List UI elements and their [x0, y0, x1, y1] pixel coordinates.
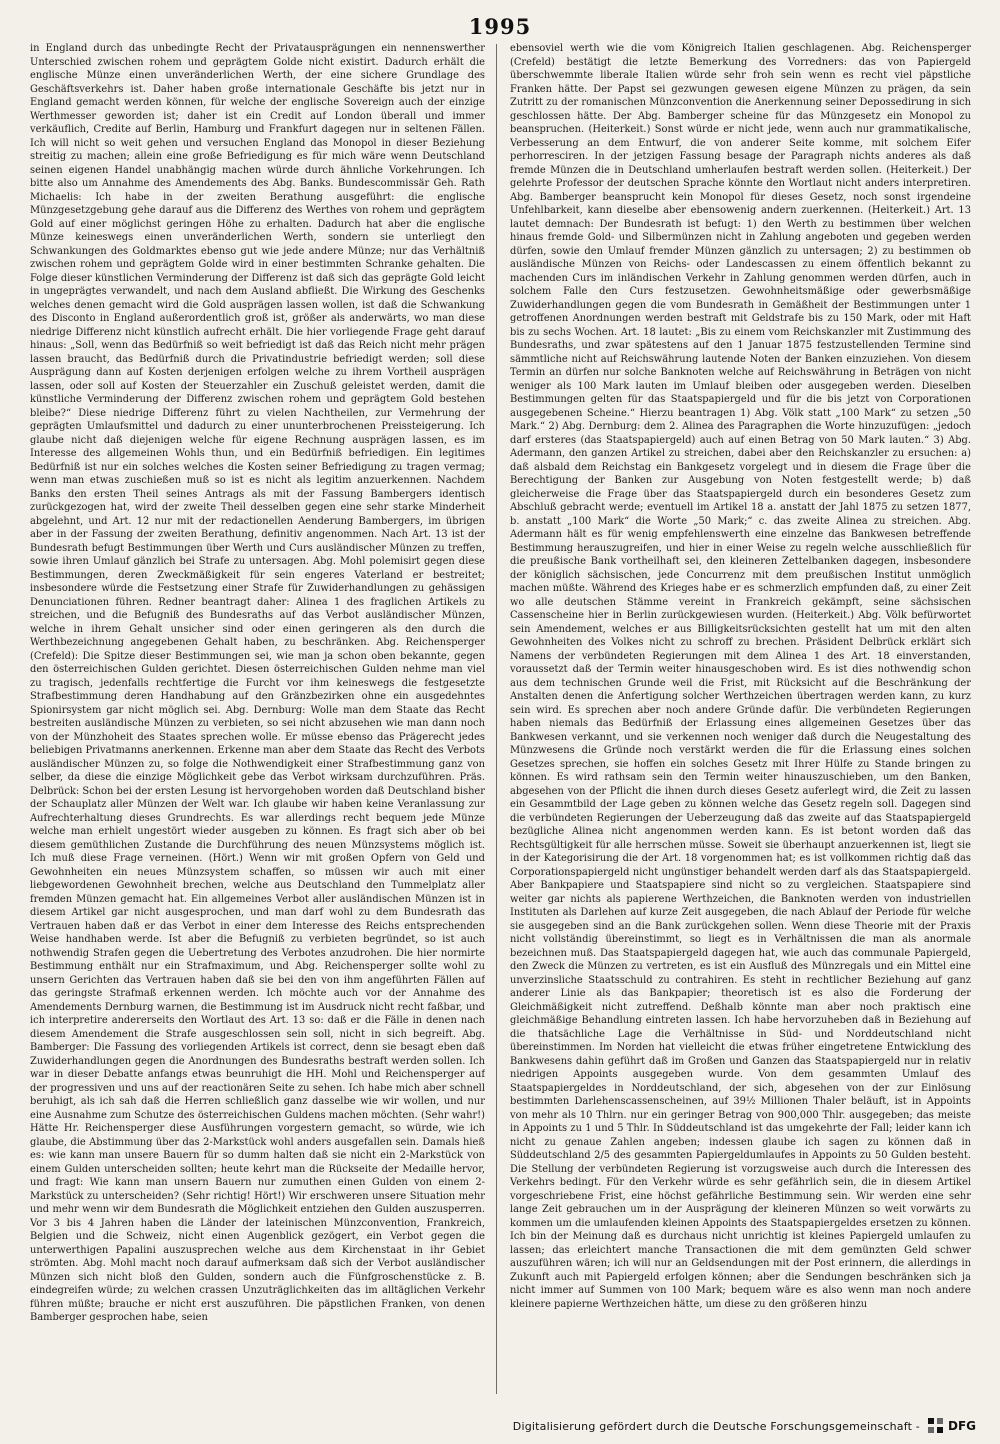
- dfg-logo: [928, 1418, 976, 1434]
- column-divider: [496, 44, 497, 1394]
- page-number: 1995: [468, 14, 532, 39]
- dfg-logo-text: DFG: [947, 1419, 976, 1433]
- footer: [513, 1418, 976, 1434]
- left-column-text: in England durch das unbedingte Recht der Privatausprägungen ein nennenswerther Unterschied zwischen rohem und geprägtem Golde nicht existirt. Dadurch erhält die englische Münze einen unveränderlichen Werth, der eine sichere Grundlage des Geschäftsverkehrs ist. Daher haben große internationale Geschäfte bis jetzt nur in England gemacht werden können, für welche der englische Sovereign auch der einzige Werthmesser geworden ist; daher ist ein Credit auf London überall und immer verkäuflich, Credite auf Berlin, Hamburg und Frankfurt dagegen nur in seltenen Fällen. Ich will nicht so weit gehen und versuchen England das Monopol in dieser Beziehung streitig zu machen; allein eine große Befriedigung es für mich wäre wenn Deutschland seinen eigenen Handel unabhängig machen würde durch ähnliche Vorkehrungen. Ich bitte also um Annahme des Amendements des Abg. Banks. Bundescommissär Geh. Rath Michaelis: Ich habe in der zweiten Berathung ausgeführt: die englische Münzgesetzgebung gehe darauf aus die Differenz des Werthes von rohem und geprägtem Gold auf einer möglichst geringen Höhe zu erhalten. Dadurch hat aber die englische Münze keineswegs einen unveränderlichen Werth, sondern sie unterliegt den Schwankungen des Goldmarktes ebenso gut wie jede andere Münze; nur das Verhältniß zwischen rohem und geprägtem Golde wird in einer bestimmten Schranke gehalten. Die Folge dieser künstlichen Verminderung der Differenz ist daß sich das geprägte Gold leicht in ungeprägtes verwandelt, und nach dem Ausland abfließt. Die Wirkung des Geschenks welches denen gemacht wird die Gold ausprägen lassen wollen, ist daß die Schwankung des Disconto in England außerordentlich groß ist, größer als anderwärts, wo man diese niedrige Differenz nicht künstlich aufrecht erhält. Die hier vorliegende Frage geht darauf hinaus: „Soll, wenn das Bedürfniß so weit befriedigt ist daß das Reich nicht mehr prägen lassen braucht, das Bedürfniß durch die Privatindustrie befriedigt werden; soll diese Ausprägung dann auf Kosten derjenigen erfolgen welche zu ihrem Vortheil ausprägen lassen, oder soll auf Kosten der Steuerzahler ein Zuschuß geleistet werden, damit die künstliche Verminderung der Differenz zwischen rohem und geprägtem Gold bestehen bleibe?“ Diese niedrige Differenz führt zu vielen Nachtheilen, zur Vermehrung der geprägten Umlaufsmittel und dadurch zu einer ununterbrochenen Preissteigerung. Ich glaube nicht daß diejenigen welche für eigene Rechnung ausprägen lassen, es im Interesse des allgemeinen Wohls thun, und ein Bedürfniß befriedigen. Ein legitimes Bedürfniß ist nur ein solches welches die Kosten seiner Befriedigung zu tragen vermag; wenn man etwas zuschießen muß so ist es nicht als legitim anzuerkennen. Nachdem Banks den ersten Theil seines Antrags als mit der Fassung Bambergers identisch zurückgezogen hat, wird der zweite Theil desselben gegen eine sehr starke Minderheit abgelehnt, und Art. 12 nur mit der redactionellen Aenderung Bambergers, im übrigen aber in der Fassung der zweiten Berathung, definitiv angenommen. Nach Art. 13 ist der Bundesrath befugt Bestimmungen über Werth und Curs ausländischer Münzen zu treffen, sowie ihren Umlauf gänzlich bei Strafe zu untersagen. Abg. Mohl polemisirt gegen diese Bestimmungen, deren Zweckmäßigkeit für sein engeres Vaterland er bestreitet; insbesondere würde die Festsetzung einer Strafe für Zuwiderhandlungen zu gehässigen Denunciationen führen. Redner beantragt daher: Alinea 1 des fraglichen Artikels zu streichen, und die Befugniß des Bundesraths auf das Verbot ausländischer Münzen, welche in ihrem Gehalt unsicher sind oder einen geringeren als den durch die Werthbezeichnung angegebenen Gehalt haben, zu beschränken. Abg. Reichensperger (Crefeld): Die Spitze dieser Bestimmungen sei, wie man ja schon oben bekannte, gegen den österreichischen Gulden gerichtet. Diesen österreichischen Gulden nehme man viel zu tragisch, jedenfalls rechtfertige die Furcht vor ihm keineswegs die festgesetzte Strafbestimmung deren Handhabung auf den Gränzbezirken ohne ein ausgedehntes Spionirsystem gar nicht möglich sei. Abg. Dernburg: Wolle man dem Staate das Recht bestreiten ausländische Münzen zu verbieten, so sei nicht abzusehen wie man dann noch von der Münzhoheit des Staates sprechen wolle. Er müsse ebenso das Prägerecht jedes beliebigen Privatmanns anerkennen. Erkenne man aber dem Staate das Recht des Verbots ausländischer Münzen zu, so folge die Nothwendigkeit einer Strafbestimmung ganz von selber, da diese die einzige Möglichkeit gebe das Verbot wirksam durchzuführen. Präs. Delbrück: Schon bei der ersten Lesung ist hervorgehoben worden daß Deutschland bisher der Schauplatz aller Münzen der Welt war. Ich glaube wir haben keine Veranlassung zur Aufrechterhaltung dieses Grundrechts. Es war allerdings recht bequem jede Münze welche man erhielt ungestört wieder ausgeben zu können. Es fragt sich aber ob bei diesem gemüthlichen Zustande die Durchführung des neuen Münzsystems möglich ist. Ich muß diese Frage verneinen. (Hört.) Wenn wir mit großen Opfern von Geld und Gewohnheiten ein neues Münzsystem schaffen, so müssen wir auch mit einer liebgewordenen Gewohnheit brechen, welche aus Deutschland den Tummelplatz aller fremden Münzen gemacht hat. Ein allgemeines Verbot aller ausländischen Münzen ist in diesem Artikel gar nicht ausgesprochen, und man darf wohl zu dem Bundesrath das Vertrauen haben daß er das Verbot in einer dem Interesse des Reichs entsprechenden Weise handhaben werde. Ist aber die Befugniß zu verbieten begründet, so ist auch nothwendig Strafen gegen die Uebertretung des Verbotes anzudrohen. Die hier normirte Bestimmung enthält nur ein Strafmaximum, und Abg. Reichensperger sollte wohl zu unsern Gerichten das Vertrauen haben daß sie bei den von ihm angeführten Fällen auf das geringste Strafmaß erkennen werden. Ich möchte auch vor der Annahme des Amendements Dernburg warnen, die Bestimmung ist im Ausdruck nicht recht faßbar, und ich interpretire andererseits den Wortlaut des Art. 13 so: daß er die Fälle in denen nach diesem Amendement die Strafe ausgeschlossen sein soll, nicht in sich begreift. Abg. Bamberger: Die Fassung des vorliegenden Artikels ist correct, denn sie besagt eben daß Zuwiderhandlungen gegen die Anordnungen des Bundesraths bestraft werden sollen. Ich war in dieser Debatte anfangs etwas beunruhigt die HH. Mohl und Reichensperger auf der progressiven und uns auf der reactionären Seite zu sehen. Ich habe mich aber schnell beruhigt, als ich sah daß die Herren schließlich ganz dasselbe wie wir wollen, und nur eine Ausnahme zum Schutze des österreichischen Guldens machen möchten. (Sehr wahr!) Hätte Hr. Reichensperger diese Ausführungen vorgestern gemacht, so würde, wie ich glaube, die Abstimmung über das 2-Markstück wohl anders ausgefallen sein. Damals hieß es: wie kann man unsere Bauern für so dumm halten daß sie nicht ein 2-Markstück von einem Gulden unterscheiden sollten; heute kehrt man die Rückseite der Medaille hervor, und fragt: Wie kann man unsern Bauern nur zumuthen einen Gulden von einem 2-Markstück zu unterscheiden? (Sehr richtig! Hört!) Wir erschweren unsere Situation mehr und mehr wenn wir dem Bundesrath die Möglichkeit entziehen den Gulden auszusperren. Vor 3 bis 4 Jahren haben die Länder der lateinischen Münzconvention, Frankreich, Belgien und die Schweiz, nicht einen Augenblick gezögert, ein Verbot gegen die unterwerthigen Papalini auszusprechen welche aus dem Kirchenstaat in ihr Gebiet strömten. Abg. Mohl macht noch darauf aufmerksam daß sich der Verbot ausländischer Münzen sich nicht bloß den Gulden, sondern auch die Fünfgroschenstücke z. B. eindegreifen würde; zu welchen crassen Unzuträglichkeiten das im alltäglichen Verkehr führen müßte; brauche er nicht erst auszuführen. Die päpstlichen Franken, von denen Bamberger gesprochen habe, seien: [30, 43, 485, 1323]
- left-text-column: [30, 42, 485, 1398]
- footer-credit: Digitalisierung gefördert durch die Deutsche Forschungsgemeinschaft -: [512, 1419, 920, 1433]
- right-column-text: ebensoviel werth wie die vom Königreich Italien geschlagenen. Abg. Reichensperger (Crefeld) bestätigt die letzte Bemerkung des Vorredners: das von Papiergeld überschwemmte liberale Italien würde sehr froh sein wenn es recht viel päpstliche Franken hätte. Der Papst sei gezwungen gewesen eigene Münzen zu prägen, da sein Zutritt zu der romanischen Münzconvention die Anerkennung seiner Depossedirung in sich geschlossen hätte. Der Abg. Bamberger scheine für das Münzgesetz ein Monopol zu beanspruchen. (Heiterkeit.) Sonst würde er nicht jede, wenn auch nur grammatikalische, Verbesserung an dem Entwurf, die von anderer Seite komme, mit solchem Eifer perhorresciren. In der jetzigen Fassung besage der Paragraph nichts anderes als daß fremde Münzen die in Deutschland umherlaufen bestraft werden sollen. (Heiterkeit.) Der gelehrte Professor der deutschen Sprache könnte den Wortlaut nicht anders interpretiren. Abg. Bamberger beansprucht kein Monopol für dieses Gesetz, noch sonst irgendeine Unfehlbarkeit, kann dieselbe aber ebensowenig andern zuerkennen. (Heiterkeit.) Art. 13 lautet demnach: Der Bundesrath ist befugt: 1) den Werth zu bestimmen über welchen hinaus fremde Gold- und Silbermünzen nicht in Zahlung angeboten und gegeben werden dürfen, sowie den Umlauf fremder Münzen gänzlich zu untersagen; 2) zu bestimmen ob ausländische Münzen von Reichs- oder Landescassen zu einem öffentlich bekannt zu machenden Curs im inländischen Verkehr in Zahlung genommen werden dürfen, auch in solchem Falle den Curs festzusetzen. Gewohnheitsmäßige oder gewerbsmäßige Zuwiderhandlungen gegen die vom Bundesrath in Gemäßheit der Bestimmungen unter 1 getroffenen Anordnungen werden bestraft mit Geldstrafe bis zu 150 Mark, oder mit Haft bis zu sechs Wochen. Art. 18 lautet: „Bis zu einem vom Reichskanzler mit Zustimmung des Bundesraths, und zwar spätestens auf den 1 Januar 1875 festzustellenden Termine sind sämmtliche nicht auf Reichswährung lautende Noten der Banken einzuziehen. Von diesem Termin an dürfen nur solche Banknoten welche auf Reichswährung in Beträgen von nicht weniger als 100 Mark lauten im Umlauf bleiben oder ausgegeben werden. Dieselben Bestimmungen gelten für das Staatspapiergeld und für die bis jetzt von Corporationen ausgegebenen Scheine.“ Hierzu beantragen 1) Abg. Völk statt „100 Mark“ zu setzen „50 Mark.“ 2) Abg. Dernburg: dem 2. Alinea des Paragraphen die Worte hinzuzufügen: „jedoch darf ersteres (das Staatspapiergeld) auch auf einen Betrag von 50 Mark lauten.“ 3) Abg. Adermann, den ganzen Artikel zu streichen, dabei aber den Reichskanzler zu ersuchen: a) daß alsbald dem Reichstag ein Bankgesetz vorgelegt und in diesem die Frage über die Berechtigung der Banken zur Ausgebung von Noten festgestellt werde; b) daß gleicherweise die Frage über das Staatspapiergeld durch ein besonderes Gesetz zum Abschluß gebracht werde; eventuell im Artikel 18 a. anstatt der Jahl 1875 zu setzen 1877, b. anstatt „100 Mark“ die Worte „50 Mark;“ c. das zweite Alinea zu streichen. Abg. Adermann hält es für wenig empfehlenswerth eine einzelne das Bankwesen betreffende Bestimmung herauszugreifen, und hier in einer Weise zu regeln welche ausschließlich für die preußische Bank vortheilhaft sei, den kleineren Zettelbanken dagegen, insbesondere der königlich sächsischen, jede Concurrenz mit dem preußischen Institut unmöglich machen müßte. Während des Krieges habe er es schmerzlich empfunden daß, zu einer Zeit wo alle deutschen Stämme vereint in Frankreich gekämpft, seine sächsischen Cassenscheine hier in Berlin zurückgewiesen wurden. (Heiterkeit.) Abg. Völk befürwortet sein Amendement, welches er aus Billigkeitsrücksichten gestellt hat um mit den alten Gewohnheiten des Volkes nicht zu schroff zu brechen. Präsident Delbrück erklärt sich Namens der verbündeten Regierungen mit dem Alinea 1 des Art. 18 einverstanden, voraussetzt daß der Termin weiter hinausgeschoben wird. Es ist dies nothwendig schon aus dem technischen Grunde weil die Frist, mit Rücksicht auf die Beschränkung der Anstalten denen die Anfertigung solcher Werthzeichen übertragen werden kann, zu kurz sein wird. Es sprechen aber noch andere Gründe dafür. Die verbündeten Regierungen haben niemals das Bedürfniß der Erlassung eines allgemeinen Gesetzes über das Bankwesen verkannt, und sie verkennen noch weniger daß durch die Neugestaltung des Münzwesens die Gründe noch verstärkt werden die für die Erlassung eines solchen Gesetzes sprechen, sie hoffen ein solches Gesetz mit Ihrer Hülfe zu Stande bringen zu können. Es wird rathsam sein den Termin weiter hinauszuschieben, um den Banken, abgesehen von der Pflicht die ihnen durch dieses Gesetz auferlegt wird, die Zeit zu lassen ein Gesammtbild der Lage geben zu können welche das Gesetz regeln soll. Dagegen sind die verbündeten Regierungen der Ueberzeugung daß das zweite auf das Staatspapiergeld bezügliche Alinea nicht angenommen werden kann. Es ist betont worden daß das Rechtsgültigkeit für alle herrschen müsse. Soweit sie überhaupt anzuerkennen ist, liegt sie in der Kategorisirung die der Art. 18 vorgenommen hat; es ist vollkommen richtig daß das Corporationspapiergeld nicht ungünstiger behandelt werden darf als das Staatspapiergeld. Aber Bankpapiere und Staatspapiere sind nicht so zu vergleichen. Staatspapiere sind weiter gar nichts als papierene Werthzeichen, die Banknoten werden von industriellen Instituten als Darlehen auf kurze Zeit ausgegeben, die nach Ablauf der Periode für welche sie ausgegeben sind an die Bank zurückgehen sollen. Wenn diese Theorie mit der Praxis nicht vollständig übereinstimmt, so liegt es in Verhältnissen die man als anormale bezeichnen muß. Das Staatspapiergeld dagegen hat, wie auch das communale Papiergeld, den Zweck die Münzen zu vertreten, es ist ein Ausfluß des Münzregals und ein Mittel eine unverzinsliche Staatsschuld zu contrahiren. Es steht in rechtlicher Beziehung auf ganz anderer Linie als das Bankpapier; theoretisch ist es also die Forderung der Gleichmäßigkeit nicht zutreffend. Deßhalb könnte man aber noch praktisch eine gleichmäßige Behandlung eintreten lassen. Ich habe hervorzuheben daß in Beziehung auf die thatsächliche Lage die Verhältnisse in Süd- und Norddeutschland nicht übereinstimmen. Im Norden hat vielleicht die etwas früher eingetretene Entwicklung des Bankwesens dahin geführt daß im Großen und Ganzen das Staatspapiergeld nur in relativ niedrigen Appoints ausgegeben wurde. Von dem gesammten Umlauf des Staatspapiergeldes in Norddeutschland, der sich, abgesehen von der zur Einlösung bestimmten Darlehenscassenscheinen, auf 39½ Millionen Thaler beläuft, ist in Appoints von mehr als 10 Thlrn. nur ein geringer Betrag von 900,000 Thlr. ausgegeben; das meiste in Appoints zu 1 und 5 Thlr. In Süddeutschland ist das umgekehrte der Fall; leider kann ich nicht zu genaue Zahlen angeben; indessen glaube ich sagen zu können daß in Süddeutschland 2/5 des gesammten Papiergeldumlaufes in Appoints zu 50 Gulden besteht. Die Stellung der verbündeten Regierung ist vorzugsweise auch durch die Interessen des Verkehrs bedingt. Für den Verkehr würde es sehr gefährlich sein, die in diesem Artikel vorgeschriebene Frist, eine höchst gefährliche Bestimmung sein. Wir werden eine sehr lange Zeit gebrauchen um in der Ausprägung der kleineren Münzen so weit vorwärts zu kommen um die umlaufenden kleinen Appoints des Staatspapiergeldes ersetzen zu können. Ich bin der Meinung daß es durchaus nicht unrichtig ist kleines Papiergeld umlaufen zu lassen; das erleichtert manche Transactionen die mit dem gemünzten Geld schwer auszuführen wären; ich will nur an Geldsendungen mit der Post erinnern, die allerdings in Zukunft auch mit Papiergeld erfolgen können; aber die Sendungen beschränken sich ja nicht immer auf Summen von 100 Mark; bequem wäre es also wenn man noch andere kleinere papierne Werthzeichen hätte, um diese zu den größeren hinzu: [510, 43, 971, 1310]
- right-text-column: [510, 42, 971, 1398]
- dfg-mark-icon: [928, 1418, 944, 1434]
